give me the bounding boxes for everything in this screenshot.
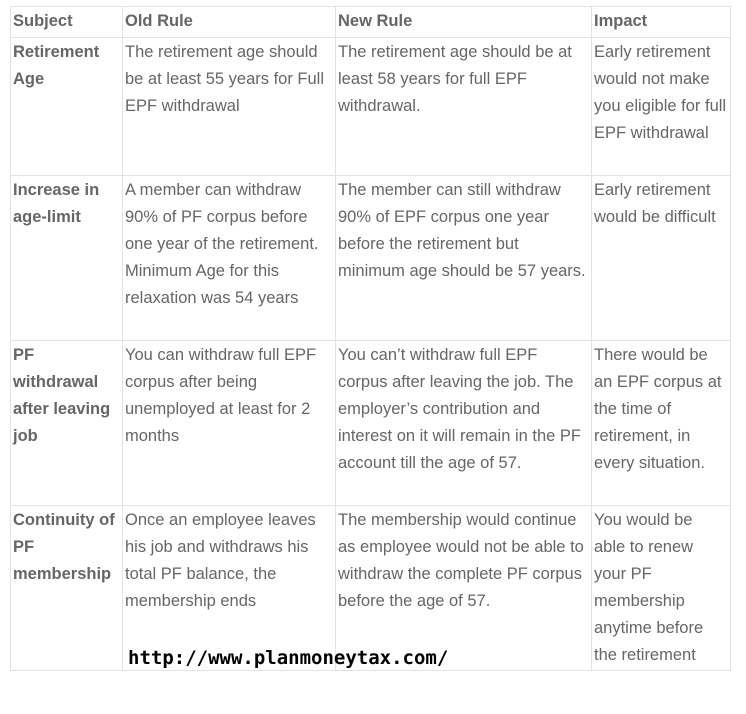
cell-new-rule: You can’t withdraw full EPF corpus after leaving the job. The employer’s contribution and interest on it will remain in the PF account till the age of 57. [336, 341, 592, 506]
cell-old-rule: A member can withdraw 90% of PF corpus before one year of the retirement. Minimum Age for this relaxation was 54 years [123, 176, 336, 341]
cell-new-rule: The membership would continue as employee would not be able to withdraw the complete PF corpus before the age of 57. [336, 506, 592, 671]
cell-subject: Increase in age-limit [11, 176, 123, 341]
header-new-rule: New Rule [336, 7, 592, 38]
header-impact: Impact [592, 7, 731, 38]
cell-new-rule: The member can still withdraw 90% of EPF corpus one year before the retirement but minimum age should be 57 years. [336, 176, 592, 341]
cell-new-rule: The retirement age should be at least 58 years for full EPF withdrawal. [336, 38, 592, 176]
cell-impact: Early retirement would not make you eligible for full EPF withdrawal [592, 38, 731, 176]
epf-rules-table [10, 6, 731, 671]
cell-impact: There would be an EPF corpus at the time of retirement, in every situation. [592, 341, 731, 506]
header-subject: Subject [11, 7, 123, 38]
table-row [11, 506, 731, 671]
table-row [11, 176, 731, 341]
website-watermark: http://www.planmoneytax.com/ [128, 647, 449, 669]
cell-old-rule: Once an employee leaves his job and withdraws his total PF balance, the membership ends [123, 506, 336, 671]
cell-subject: PF withdrawal after leaving job [11, 341, 123, 506]
cell-old-rule: The retirement age should be at least 55 years for Full EPF withdrawal [123, 38, 336, 176]
header-old-rule: Old Rule [123, 7, 336, 38]
cell-old-rule: You can withdraw full EPF corpus after being unemployed at least for 2 months [123, 341, 336, 506]
cell-impact: Early retirement would be difficult [592, 176, 731, 341]
cell-subject: Continuity of PF membership [11, 506, 123, 671]
cell-impact: You would be able to renew your PF membership anytime before the retirement [592, 506, 731, 671]
table-row [11, 38, 731, 176]
table-header-row [11, 7, 731, 38]
table-row [11, 341, 731, 506]
cell-subject: Retirement Age [11, 38, 123, 176]
